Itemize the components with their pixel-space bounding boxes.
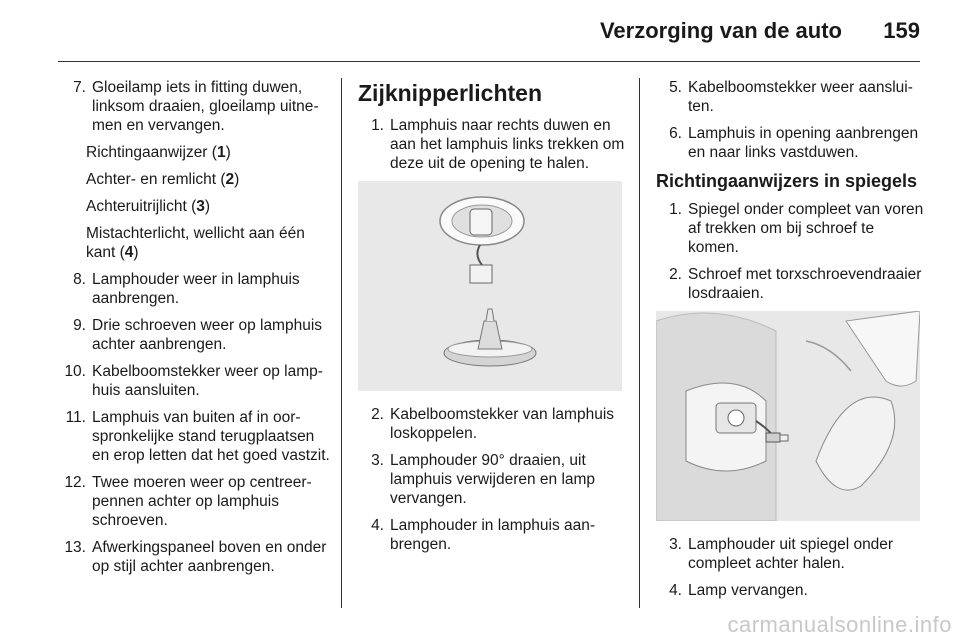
list-item: 5. Kabelboomstekker weer aansluiten. (669, 79, 913, 115)
section-heading: Zijknipperlichten (358, 80, 543, 106)
list-item: 7. Gloeilamp iets in fitting duwen, linksom draaien, gloeilamp uitnemen en vervangen. (73, 79, 319, 134)
side-indicator-illustration (358, 181, 622, 391)
list-item: 1. Spiegel onder compleet van voren af trekken om bij schroef te komen. (669, 201, 924, 256)
sub-line: Richtingaanwijzer (1) (86, 144, 231, 161)
column-1 (50, 78, 335, 584)
list-item: 1. Lamphuis naar rechts duwen en aan het lamphuis links trekken om deze uit de opening te halen. (371, 117, 625, 172)
page-header (58, 0, 920, 62)
section-heading: Richtingaanwijzers in spiegels (656, 171, 918, 191)
page-title: Verzorging van de auto (599, 18, 842, 43)
list-item: 13. Afwerkingspaneel boven en onder op stijl achter aanbrengen. (64, 539, 327, 575)
list-item: 3. Lamphouder 90° draaien, uit lamphuis verwijderen en lamp vervangen. (371, 452, 596, 507)
list-item: 3. Lamphouder uit spiegel onder compleet achter halen. (669, 536, 894, 572)
page-number: 159 (883, 18, 920, 43)
list-item: 6. Lamphuis in opening aanbrengen en naar links vastduwen. (669, 125, 919, 161)
mirror-indicator-illustration (656, 311, 920, 521)
column-2 (358, 78, 628, 562)
list-item: 10. Kabelboomstekker weer op lamphuis aansluiten. (64, 363, 323, 399)
list-item: 12. Twee moeren weer op centreerpennen achter op lamphuis schroeven. (64, 474, 312, 529)
sub-line: Achteruitrijlicht (3) (86, 198, 211, 215)
list-item: 9. Drie schroeven weer op lamphuis achter aanbrengen. (73, 317, 323, 353)
list-item: 4. Lamp vervangen. (669, 582, 808, 599)
column-divider (341, 78, 342, 608)
column-3 (656, 78, 926, 608)
list-item: 8. Lamphouder weer in lamphuis aanbrengen. (73, 271, 300, 307)
sub-line: Achter- en remlicht (2) (86, 171, 240, 188)
list-item: 2. Kabelboomstekker van lamphuis loskoppelen. (371, 406, 615, 442)
list-item: 11. Lamphuis van buiten af in oorspronkelijke stand terugplaatsen en erop letten dat het goed vastzit. (65, 409, 330, 464)
list-item: 4. Lamphouder in lamphuis aanbrengen. (371, 517, 596, 553)
list-item: 2. Schroef met torxschroevendraaier losdraaien. (669, 266, 922, 302)
watermark: carmanualsonline.info (727, 612, 952, 637)
column-divider (639, 78, 640, 608)
sub-line: Mistachterlicht, wellicht aan één kant (4) (86, 225, 305, 261)
